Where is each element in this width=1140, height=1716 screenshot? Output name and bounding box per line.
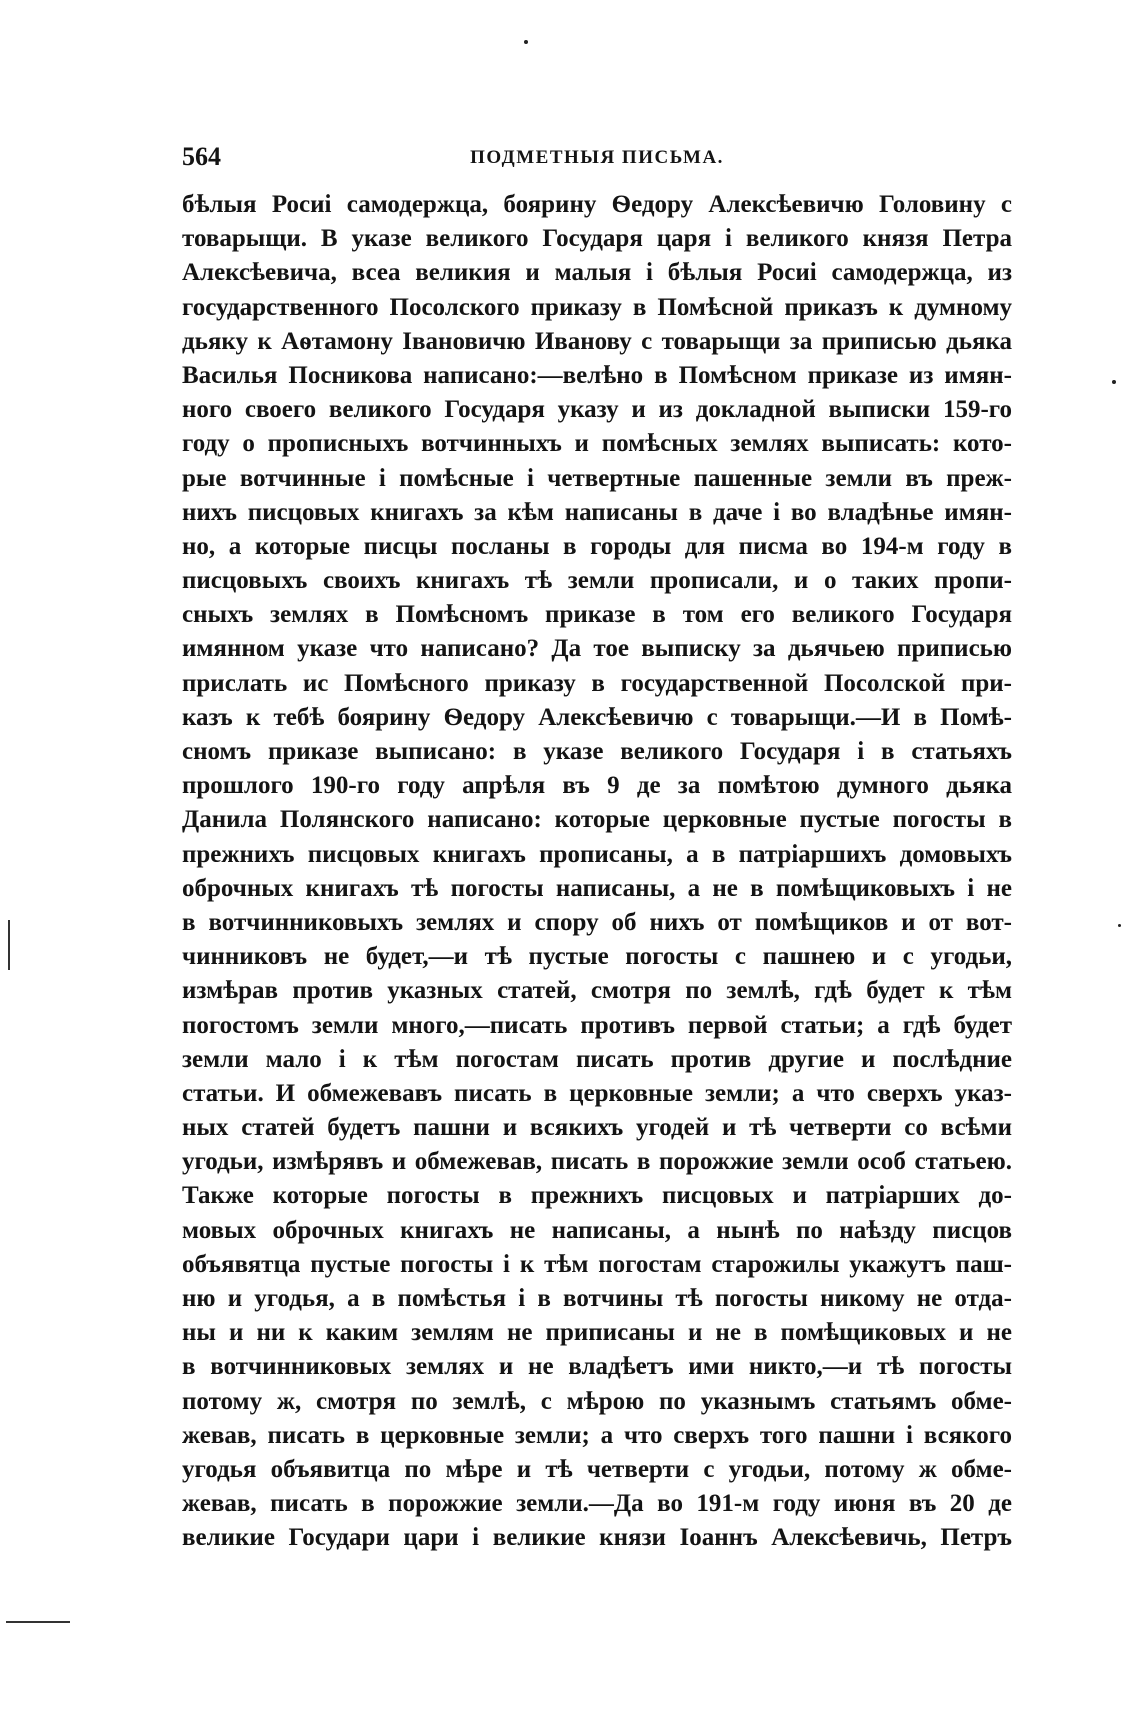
text-line: угодья объявитца по мѣре и тѣ четверти с угодьи, потому ж обме- [182,1455,1012,1483]
text-line: статьи. И обмежевавъ писать в церковные земли; а что сверхъ указ- [182,1079,1012,1107]
text-line: казъ к тебѣ боярину Ѳедору Алексѣевичю с товарыщи.—И в Помѣ- [182,703,1012,731]
text-line: жевав, писать в порожжие земли.—Да во 191-м году июня въ 20 де [182,1490,1012,1518]
text-line: бѣлыя Росиі самодержца, боярину Ѳедору Алексѣевичю Головину с [182,191,1012,218]
text-line: товарыщи. В указе великого Государя царя і великого князя Петра [182,225,1012,253]
text-line: в вотчинниковых землях и не владѣетъ ими никто,—и тѣ погосты [182,1353,1012,1381]
text-line: году о прописныхъ вотчинныхъ и помѣсных землях выписать: кото- [182,430,1012,458]
body-text [182,188,1012,1556]
text-line: нихъ писцовых книгахъ за кѣм написаны в даче і во владѣнье имян- [182,498,1012,526]
dust-speck-right-lower [1118,924,1121,927]
text-line: дьяку к Аѳтамону Івановичю Иванову с товарыщи за приписью дьяка [182,327,1012,355]
dust-speck-right [1112,380,1116,384]
page-number: 564 [182,142,221,171]
text-line: ны и ни к каким землям не приписаны и не в помѣщиковых и не [182,1319,1012,1347]
text-line: прислать ис Помѣсного приказу в государственной Посолской при- [182,669,1012,697]
text-line: Василья Посникова написано:—велѣно в Помѣсном приказе из имян- [182,361,1012,389]
text-line: ных статей будетъ пашни и всякихъ угодей и тѣ четверти со всѣми [182,1114,1012,1142]
text-line: чинниковъ не будет,—и тѣ пустые погосты с пашнею и с угодьи, [182,943,1012,971]
text-line: угодьи, измѣрявъ и обмежевав, писать в порожжие земли особ статьею. [182,1148,1012,1176]
page-header [182,139,1012,175]
text-line: мовых оброчных книгахъ не написаны, а нынѣ по наѣзду писцов [182,1216,1012,1244]
text-line: оброчных книгахъ тѣ погосты написаны, а не в помѣщиковыхъ і не [182,874,1012,902]
text-line: Алексѣевича, всеа великия и малыя і бѣлыя Росиі самодержца, из [182,259,1012,287]
margin-line-mark [8,920,10,970]
text-line: ного своего великого Государя указу и из докладной выписки 159-го [182,396,1012,424]
text-line: Данила Полянского написано: которые церковные пустые погосты в [182,806,1012,834]
text-line: земли мало і к тѣм погостам писать против другие и послѣдние [182,1045,1012,1073]
text-line: прежнихъ писцовых книгахъ прописаны, а в патріаршихъ домовыхъ [182,840,1012,868]
text-line: но, а которые писцы посланы в городы для писма во 194-м году в [182,532,1012,560]
text-line: государственного Посолского приказу в Помѣсной приказъ к думному [182,293,1012,321]
text-line: великие Государи цари і великие князи Іоаннъ Алексѣевичь, Петръ [182,1524,1012,1552]
text-line: Также которые погосты в прежнихъ писцовых и патріарших до- [182,1182,1012,1210]
running-head: ПОДМЕТНЫЯ ПИСЬМА. [470,147,724,168]
text-line: объявятца пустые погосты і к тѣм погостам старожилы укажутъ паш- [182,1250,1012,1278]
text-line: погостомъ земли много,—писать противъ первой статьи; а гдѣ будет [182,1011,1012,1039]
text-line: измѣрав против указных статей, смотря по землѣ, гдѣ будет к тѣм [182,977,1012,1005]
text-line: сныхъ землях в Помѣсномъ приказе в том его великого Государя [182,601,1012,629]
text-line: жевав, писать в церковные земли; а что сверхъ того пашни і всякого [182,1421,1012,1449]
text-line: сномъ приказе выписано: в указе великого Государя і в статьяхъ [182,738,1012,765]
text-line: в вотчинниковыхъ землях и спору об нихъ от помѣщиков и от вот- [182,908,1012,936]
text-line: имянном указе что написано? Да тое выписку за дьячьею приписью [182,635,1012,663]
text-line: писцовыхъ своихъ книгахъ тѣ земли прописали, и о таких пропи- [182,567,1012,595]
text-line: рые вотчинные і помѣсные і четвертные пашенные земли въ преж- [182,464,1012,492]
margin-dash-mark [6,1621,70,1623]
text-line: ню и угодья, а в помѣстья і в вотчины тѣ погосты никому не отда- [182,1285,1012,1312]
text-line: потому ж, смотря по землѣ, с мѣрою по указнымъ статьямъ обме- [182,1387,1012,1415]
text-line: прошлого 190-го году апрѣля въ 9 де за помѣтою думного дьяка [182,772,1012,800]
dust-speck-top [524,40,528,44]
